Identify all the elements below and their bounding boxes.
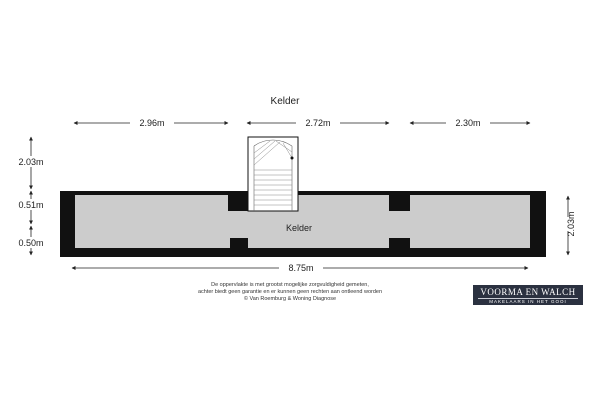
stair-direction-dot (291, 157, 294, 160)
dimension-label-top-left: 2.96m (139, 118, 165, 128)
dimension-left (12, 137, 52, 255)
recess-right-top (410, 195, 530, 211)
dimension-label-top-middle: 2.72m (305, 118, 331, 128)
pillar-top-right (389, 191, 410, 211)
staircase (248, 137, 298, 211)
agency-logo (473, 285, 583, 305)
disclaimer-line-1: De oppervlakte is met grootst mogelijke zorgvuldigheid gemeten, (211, 282, 369, 288)
pillar-bottom-left (230, 238, 248, 257)
recess-middle-top (298, 195, 389, 211)
pillar-top-left (228, 191, 248, 211)
dimension-bottom (72, 262, 528, 274)
logo-sub-text: MAKELAARS IN HET GOOI (489, 299, 567, 304)
dimension-label-top-right: 2.30m (455, 118, 481, 128)
dimension-label-bottom: 8.75m (288, 263, 314, 273)
room-label: Kelder (285, 223, 313, 233)
dimension-top-middle (247, 116, 389, 128)
disclaimer (140, 282, 440, 303)
dimension-label-left-middle: 0.51m (18, 200, 44, 210)
recess-bottom-right (410, 238, 530, 248)
dimension-label-right: 2.03m (566, 211, 576, 237)
plan-title: Kelder (270, 96, 300, 107)
dimension-label-left-lower: 0.50m (18, 238, 44, 248)
dimension-top-right (410, 116, 530, 128)
disclaimer-line-2: achter biedt geen garantie en er kunnen geen rechten aan ontleend worden (197, 289, 383, 295)
dimension-label-left-upper: 2.03m (18, 157, 44, 167)
recess-bottom-left (75, 238, 230, 248)
dimension-top-left (74, 116, 228, 128)
room-kelder (60, 191, 546, 257)
dimension-right (558, 196, 590, 255)
pillar-bottom-right (389, 238, 410, 257)
recess-left-area (75, 195, 228, 211)
disclaimer-line-3: © Van Roemburg & Woning Diagnose (243, 296, 337, 302)
logo-main-text: VOORMA EN WALCH (480, 287, 576, 297)
recess-bottom-middle (248, 238, 389, 248)
